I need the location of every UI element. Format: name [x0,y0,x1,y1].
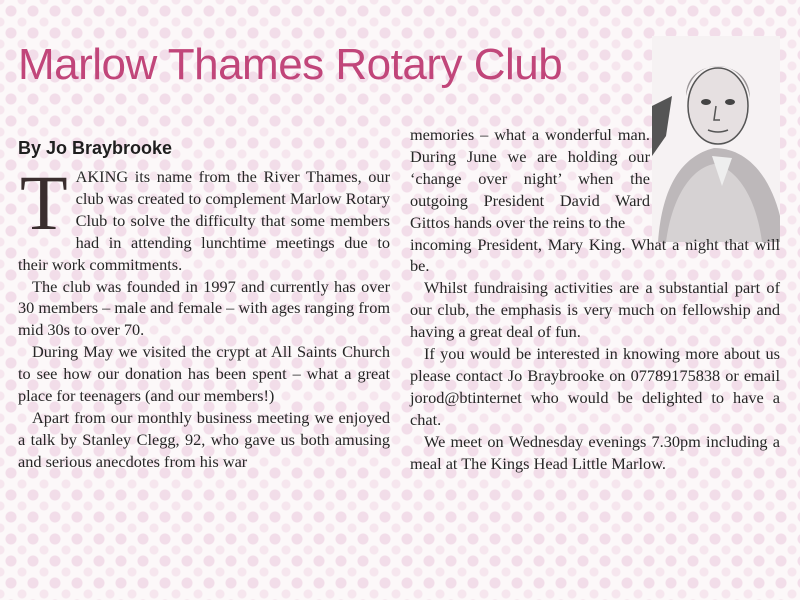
paragraph: incoming President, Mary King. What a night that will be. [410,234,780,276]
paragraph: We meet on Wednesday evenings 7.30pm including a meal at The Kings Head Little Marlow. [410,431,780,473]
article-byline: By Jo Braybrooke [18,138,173,158]
paragraph: Whilst fundraising activities are a substantial part of our club, the emphasis is very much on fellowship and having a great deal of fun. [410,278,780,342]
paragraph: If you would be interested in knowing more about us please contact Jo Braybrooke on 07789175838 or email jorod@btinternet who would be delighted to have a chat. [410,344,780,429]
paragraph: Apart from our monthly business meeting we enjoyed a talk by Stanley Clegg, 92, who gave us both amusing and serious anecdotes from his war [18,407,390,471]
paragraph: memories – what a wonderful man. During June we are holding our ‘change over night’ when the outgoing President David Ward Gittos hands over the reins to the [410,125,650,232]
article-headline: Marlow Thames Rotary Club [18,40,563,89]
article-column-1 [18,159,390,473]
drop-cap: T [20,159,68,246]
paragraph: AKING its name from the River Thames, our club was created to complement Marlow Rotary Club to solve the difficulty that some members had in attending lunchtime meetings due to their work commitments. [18,167,390,274]
paragraph: The club was founded in 1997 and currently has over 30 members – male and female – with ages ranging from mid 30s to over 70. [18,276,390,340]
paragraph: During May we visited the crypt at All Saints Church to see how our donation has been spent – what a great place for teenagers (and our members!) [18,342,390,406]
article-column-2 [410,124,780,475]
